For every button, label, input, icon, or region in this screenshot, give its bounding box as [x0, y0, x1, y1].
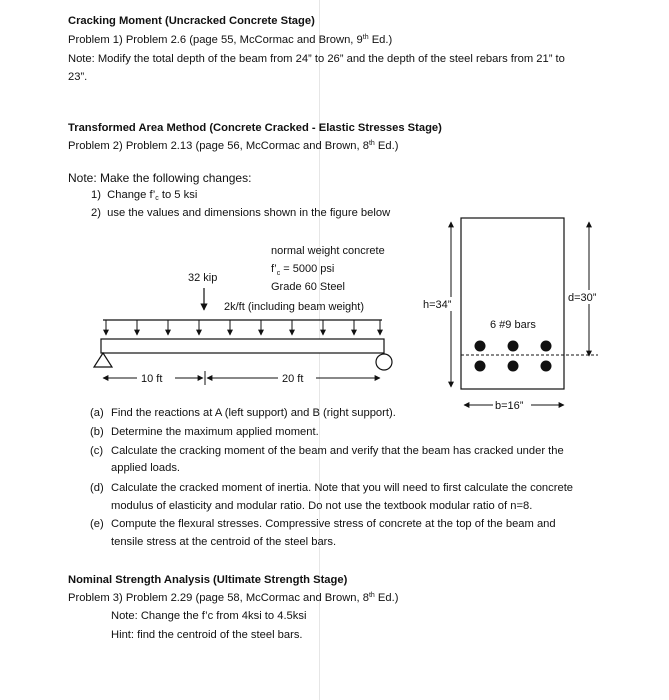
- section3-problem: Problem 3) Problem 2.29 (page 58, McCormac and Brown, 8th Ed.): [68, 592, 399, 604]
- task-a-label: (a): [90, 407, 104, 419]
- task-b-text: Determine the maximum applied moment.: [111, 426, 319, 438]
- task-d-label: (d): [90, 482, 104, 494]
- steel-grade-label: Grade 60 Steel: [271, 281, 345, 293]
- section3-heading: Nominal Strength Analysis (Ultimate Strength Stage): [68, 574, 348, 586]
- task-e-text-line2: tensile stress at the centroid of the steel bars.: [111, 536, 337, 548]
- roller-support-b: [376, 354, 392, 370]
- beam: [101, 339, 384, 353]
- task-e-label: (e): [90, 518, 104, 530]
- span-right-label: 20 ft: [282, 373, 304, 385]
- section2-problem: Problem 2) Problem 2.13 (page 56, McCormac and Brown, 8th Ed.): [68, 140, 399, 152]
- b-label: b=16”: [495, 400, 524, 412]
- fc-label: $f’_c = 5000$ psi: [271, 263, 335, 277]
- section3-hint: Hint: find the centroid of the steel bars.: [111, 629, 303, 641]
- task-d-text-line2: modulus of elasticity and modular ratio. Do not use the textbook modular ratio of n=8.: [111, 500, 533, 512]
- section2-heading: Transformed Area Method (Concrete Cracked - Elastic Stresses Stage): [68, 122, 442, 134]
- d-label: d=30”: [568, 292, 597, 304]
- pin-support-a: [94, 353, 112, 367]
- section2-note-heading: Note: Make the following changes:: [68, 171, 252, 185]
- concrete-type-label: normal weight concrete: [271, 245, 385, 257]
- distributed-load-label: 2k/ft (including beam weight): [224, 301, 365, 313]
- span-left-label: 10 ft: [141, 373, 163, 385]
- distributed-load-arrows: [106, 320, 380, 335]
- section1-note-line2: 23”.: [68, 71, 88, 83]
- change-item-2: 2) use the values and dimensions shown in the figure below: [91, 207, 391, 219]
- change-item-1: 1) Change $f’_c$ to 5 ksi: [91, 189, 198, 202]
- h-label: h=34”: [423, 299, 452, 311]
- task-c-text-line1: Calculate the cracking moment of the beam and verify that the beam has cracked under the: [111, 445, 564, 457]
- task-c-text-line2: applied loads.: [111, 462, 181, 474]
- section1-problem: Problem 1) Problem 2.6 (page 55, McCormac and Brown, 9th Ed.): [68, 34, 393, 46]
- task-a-text: Find the reactions at A (left support) and B (right support).: [111, 407, 396, 419]
- task-b-label: (b): [90, 426, 104, 438]
- bars-label: 6 #9 bars: [490, 319, 536, 331]
- section1-note-line1: Note: Modify the total depth of the beam from 24” to 26” and the depth of the steel rebars from 21” to: [68, 53, 565, 65]
- task-d-text-line1: Calculate the cracked moment of inertia. Note that you will need to first calculate the concrete: [111, 482, 574, 494]
- section1-heading: Cracking Moment (Uncracked Concrete Stage): [68, 15, 315, 27]
- point-load-label: 32 kip: [188, 272, 218, 284]
- task-e-text-line1: Compute the flexural stresses. Compressive stress of concrete at the top of the beam and: [111, 518, 556, 530]
- section3-note: Note: Change the f’c from 4ksi to 4.5ksi: [111, 610, 307, 622]
- task-c-label: (c): [90, 445, 104, 457]
